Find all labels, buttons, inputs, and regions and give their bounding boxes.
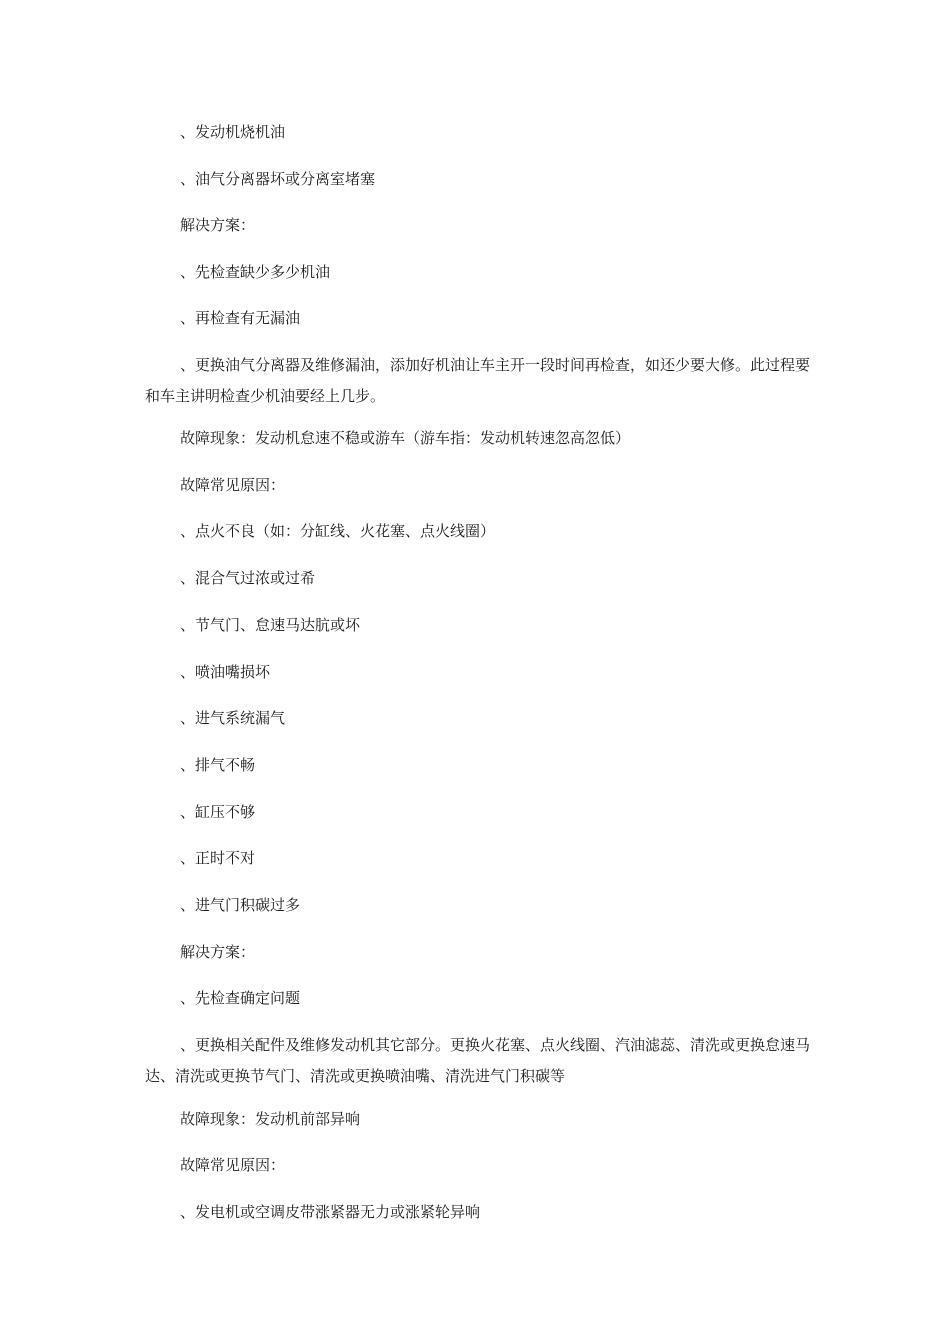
fault-phenomenon: 故障现象：发动机前部异响 xyxy=(180,1110,361,1128)
section-heading: 故障常见原因： xyxy=(180,476,286,494)
list-item: 、混合气过浓或过希 xyxy=(180,569,316,587)
section-heading: 解决方案： xyxy=(180,216,256,234)
list-item: 、节气门、怠速马达肮或坏 xyxy=(180,616,361,634)
list-item: 、发动机烧机油 xyxy=(180,123,286,141)
list-item: 、点火不良（如：分缸线、火花塞、点火线圈） xyxy=(180,522,496,540)
fault-phenomenon: 故障现象：发动机怠速不稳或游车（游车指：发动机转速忽高忽低） xyxy=(180,429,631,447)
list-item: 、进气系统漏气 xyxy=(180,709,286,727)
list-item: 、先检查缺少多少机油 xyxy=(180,263,331,281)
list-item: 、再检查有无漏油 xyxy=(180,309,301,327)
list-item: 、正时不对 xyxy=(180,849,256,867)
list-item: 、更换油气分离器及维修漏油，添加好机油让车主开一段时间再检查，如还少要大修。此过程要和车主讲明检查少机油要经上几步。 xyxy=(145,356,811,405)
list-item: 、排气不畅 xyxy=(180,756,256,774)
list-item: 、发电机或空调皮带涨紧器无力或涨紧轮异响 xyxy=(180,1203,481,1221)
list-item: 、油气分离器坏或分离室堵塞 xyxy=(180,170,376,188)
list-item: 、喷油嘴损坏 xyxy=(180,663,271,681)
list-item: 、缸压不够 xyxy=(180,803,256,821)
list-item: 、更换相关配件及维修发动机其它部分。更换火花塞、点火线圈、汽油滤蕊、清洗或更换怠速马达、清洗或更换节气门、清洗或更换喷油嘴、清洗进气门积碳等 xyxy=(145,1036,811,1085)
section-heading: 故障常见原因： xyxy=(180,1156,286,1174)
list-item: 、进气门积碳过多 xyxy=(180,896,301,914)
list-item: 、先检查确定问题 xyxy=(180,989,301,1007)
section-heading: 解决方案： xyxy=(180,943,256,961)
